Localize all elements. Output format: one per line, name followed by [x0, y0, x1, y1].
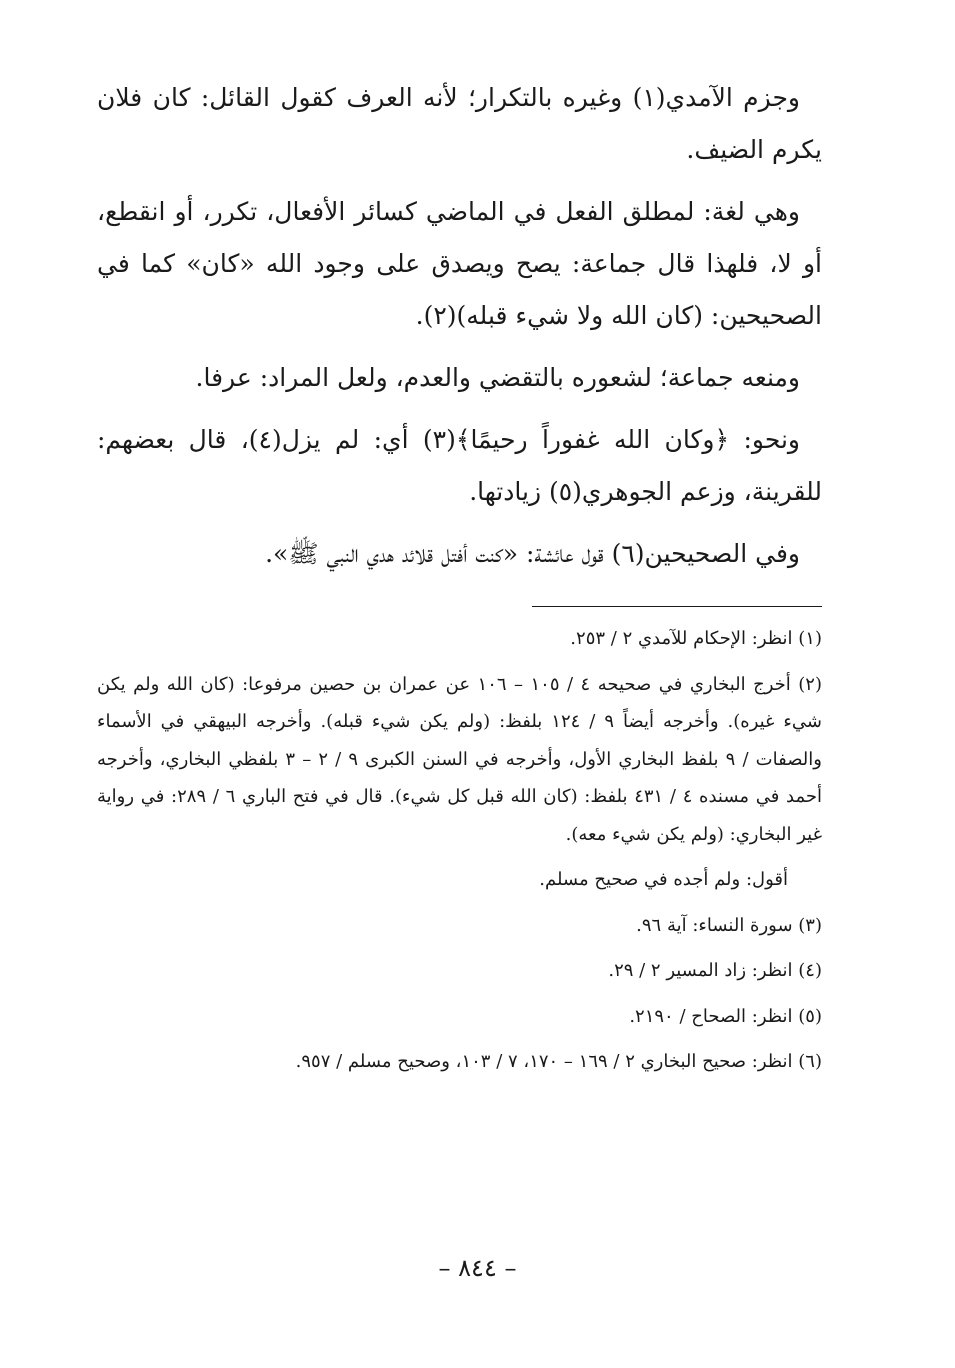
footnote-2: (٢) أخرج البخاري في صحيحه ٤ / ١٠٥ – ١٠٦ عن عمران بن حصين مرفوعا: (كان الله ولم يكن شيء غيره). وأخرجه أيضاً ٩ / ١٢٤ بلفظ: (ولم يكن شيء قبله). وأخرجه البيهقي في الأسماء والصفات / ٩ بلفظ البخاري الأول، وأخرجه في السنن الكبرى ٩ / ٢ – ٣ بلفظي البخاري، وأخرجه أحمد في مسنده ٤ / ٤٣١ بلفظ: (كان الله قبل كل شيء). قال في فتح الباري ٦ / ٢٨٩: في رواية غير البخاري: (ولم يكن شيء معه). [97, 673, 823, 845]
page-number: – ٨٤٤ – [438, 1254, 517, 1282]
footnote-4: (٤) انظر: زاد المسير ٢ / ٢٩. [608, 960, 822, 981]
footnote-6: (٦) انظر: صحيح البخاري ٢ / ١٦٩ – ١٧٠، ٧ / ١٠٣، وصحيح مسلم / ٩٥٧. [295, 1051, 822, 1072]
paragraph-3: ومنعه جماعة؛ لشعوره بالتقضي والعدم، ولعل المراد: عرفا. [195, 363, 800, 392]
paragraph-2: وهي لغة: لمطلق الفعل في الماضي كسائر الأفعال، تكرر، أو انقطع، أو لا، فلهذا قال جماعة: يصح ويصدق على وجود الله «كان» كما في الصحيحين: (كان الله ولا شيء قبله)(٢). [97, 197, 822, 330]
footnote-3: (٣) سورة النساء: آية ٩٦. [636, 914, 822, 936]
paragraph-4: ونحو: ﴿وكان الله غفوراً رحيمًا﴾(٣) أي: لم يزل(٤)، قال بعضهم: للقرينة، وزعم الجوهري(٥) زيادتها. [97, 425, 822, 506]
footnote-2-comment: أقول: ولم أجده في صحيح مسلم. [539, 869, 788, 890]
footnote-1: (١) انظر: الإحكام للآمدي ٢ / ٢٥٣. [570, 628, 822, 649]
footnotes [97, 620, 822, 1089]
main-text-body [97, 72, 822, 590]
footnote-separator [532, 606, 822, 607]
paragraph-5: وفي الصحيحين(٦) قول عائشة: «كنت أفتل قلائد هدي النبي ﷺ». [265, 539, 800, 568]
footnote-5: (٥) انظر: الصحاح / ٢١٩٠. [629, 1005, 822, 1027]
paragraph-1: وجزم الآمدي(١) وغيره بالتكرار؛ لأنه العرف كقول القائل: كان فلان يكرم الضيف. [97, 83, 822, 164]
